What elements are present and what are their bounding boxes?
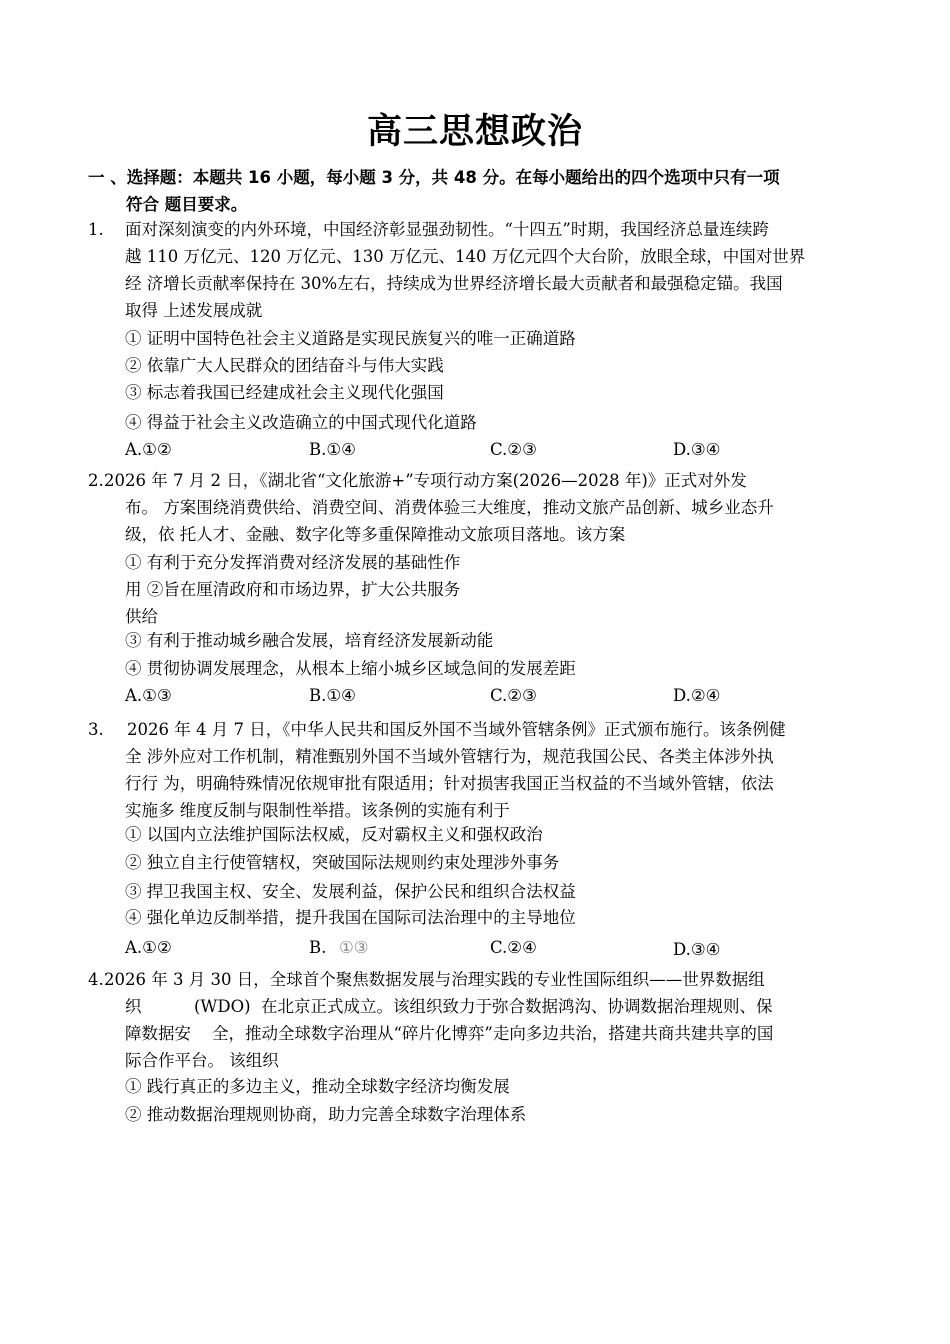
stem-line: 织 (WDO) 在北京正式成立。该组织致力于弥合数据鸿沟、协调数据治理规则、保 (125, 997, 773, 1016)
question-number: 1. (88, 220, 104, 239)
question-number: 2. (88, 471, 104, 490)
stem-line: 2026 年 4 月 7 日，《中华人民共和国反外国不当域外管辖条例》正式颁布施行。该条例健 (127, 720, 786, 739)
answer-choice-d: D.③④ (673, 940, 721, 959)
option-statement: ① 证明中国特色社会主义道路是实现民族复兴的唯一正确道路 (125, 329, 576, 348)
section-heading-line: 一 、选择题：本题共 16 小题，每小题 3 分，共 48 分。在每小题给出的四个选项中只有一项 (88, 168, 780, 187)
answer-choice-a: A.①② (125, 440, 172, 459)
answer-choice-d: D.②④ (673, 686, 721, 705)
stem-line: 级，依 托人才、金融、数字化等多重保障推动文旅项目落地。该方案 (125, 525, 626, 544)
stem-line: 障数据安 全，推动全球数字治理从“碎片化博弈”走向多边共治，搭建共商共建共享的国 (125, 1024, 774, 1043)
option-statement: ① 以国内立法维护国际法权威，反对霸权主义和强权政治 (125, 825, 543, 844)
section-heading-line: 符合 题目要求。 (126, 195, 248, 214)
option-statement: ④ 强化单边反制举措，提升我国在国际司法治理中的主导地位 (125, 908, 576, 927)
option-statement: ② 依靠广大人民群众的团结奋斗与伟大实践 (125, 356, 444, 375)
option-statement: ③ 有利于推动城乡融合发展，培育经济发展新动能 (125, 631, 494, 650)
option-statement: 用 ②旨在厘清政府和市场边界，扩大公共服务 (125, 580, 461, 599)
question-4 (88, 966, 858, 1074)
stem-line: 2026 年 7 月 2 日，《湖北省“文化旅游+”专项行动方案(2026—2028 年)》正式对外发 (104, 471, 747, 490)
option-statement: ① 有利于充分发挥消费对经济发展的基础性作 (125, 553, 461, 572)
section-heading (88, 164, 858, 218)
answer-choice-c: C.②④ (490, 938, 537, 957)
stem-line: 实施多 维度反制与限制性举措。该条例的实施有利于 (125, 801, 510, 820)
question-3 (88, 716, 858, 824)
question-number: 4. (88, 970, 104, 989)
question-1 (88, 216, 858, 324)
option-statement: ② 推动数据治理规则协商，助力完善全球数字治理体系 (125, 1105, 527, 1124)
option-statement: ④ 贯彻协调发展理念，从根本上缩小城乡区域急间的发展差距 (125, 659, 576, 678)
stem-line: 际合作平台。 该组织 (125, 1051, 279, 1070)
answer-choice-b: B.①④ (309, 440, 356, 459)
question-2 (88, 467, 858, 548)
answer-choice-d: D.③④ (673, 440, 721, 459)
answer-choice-a: A.①③ (125, 686, 172, 705)
stem-line: 面对深刻演变的内外环境，中国经济彰显强劲韧性。“十四五”时期，我国经济总量连续跨 (125, 220, 769, 239)
answer-choice-c: C.②③ (490, 686, 537, 705)
stem-line: 2026 年 3 月 30 日，全球首个聚焦数据发展与治理实践的专业性国际组织——世界数据组 (104, 970, 765, 989)
question-number: 3. (88, 720, 104, 739)
stem-line: 经 济增长贡献率保持在 30%左右，持续成为世界经济增长最大贡献者和最强稳定锚。我国 (125, 274, 783, 293)
question-stem (88, 966, 858, 1074)
question-stem (88, 216, 858, 324)
answer-choice-b: B. (309, 938, 327, 957)
answer-choice-c: C.②③ (490, 440, 537, 459)
option-statement: ① 践行真正的多边主义，推动全球数字经济均衡发展 (125, 1077, 510, 1096)
stem-line: 取得 上述发展成就 (125, 301, 263, 320)
answer-choice-a: A.①② (125, 938, 172, 957)
option-statement: ② 独立自主行使管辖权，突破国际法规则约束处理涉外事务 (125, 853, 560, 872)
answer-choice-b-value: ①③ (339, 938, 369, 957)
option-statement: ③ 标志着我国已经建成社会主义现代化强国 (125, 383, 444, 402)
answer-choice-b: B.①④ (309, 686, 356, 705)
stem-line: 布。 方案围绕消费供给、消费空间、消费体验三大维度，推动文旅产品创新、城乡业态升 (125, 498, 774, 517)
option-statement: ④ 得益于社会主义改造确立的中国式现代化道路 (125, 413, 477, 432)
stem-line: 行行 为，明确特殊情况依规审批有限适用；针对损害我国正当权益的不当域外管辖，依法 (125, 774, 774, 793)
page-title: 高三思想政治 (366, 112, 583, 152)
question-stem (88, 467, 858, 548)
option-statement: ③ 捍卫我国主权、安全、发展利益，保护公民和组织合法权益 (125, 882, 576, 901)
stem-line: 全 涉外应对工作机制，精准甄别外国不当域外管辖行为，规范我国公民、各类主体涉外执 (125, 747, 774, 766)
stem-line: 越 110 万亿元、120 万亿元、130 万亿元、140 万亿元四个大台阶，放眼全球，中国对世界 (125, 247, 806, 266)
question-stem (88, 716, 858, 824)
option-statement: 供给 (125, 607, 158, 626)
